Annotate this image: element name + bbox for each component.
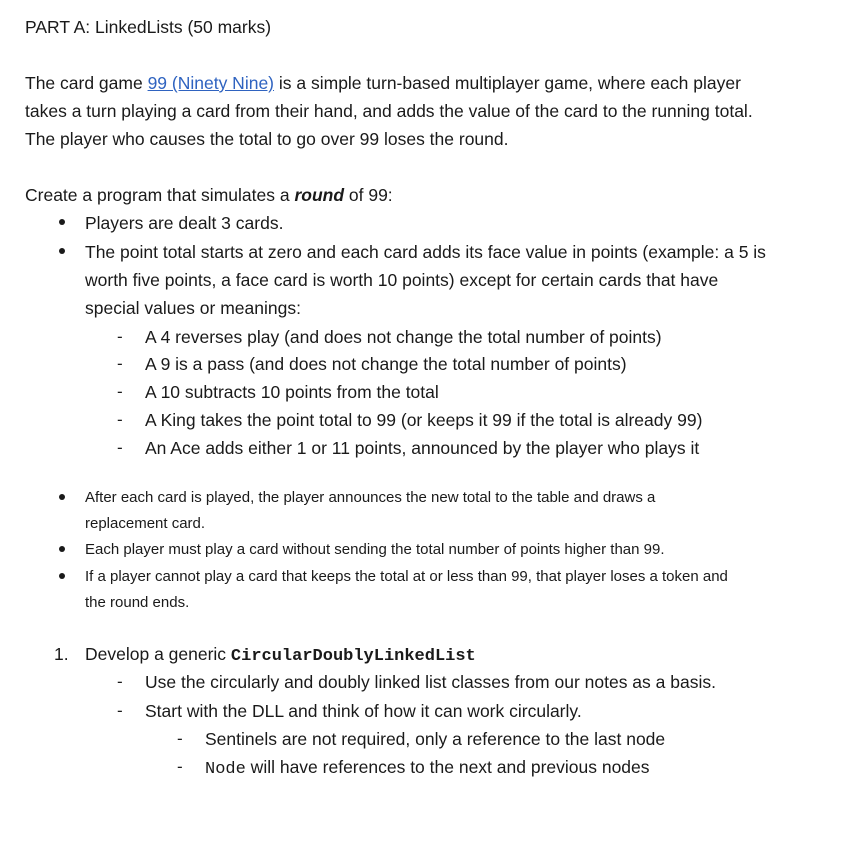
- bullet-dealt-cards: Players are dealt 3 cards.: [85, 213, 284, 233]
- section-heading-text: PART A: LinkedLists (50 marks): [25, 17, 272, 37]
- intro-line-3: The player who causes the total to go over 99 loses the round.: [25, 129, 509, 149]
- dash-marker: -: [117, 410, 123, 429]
- dash-marker: -: [117, 701, 123, 720]
- task-1-sub-dll: Start with the DLL and think of how it can work circularly.: [145, 701, 582, 721]
- special-card-10: A 10 subtracts 10 points from the total: [145, 382, 439, 402]
- task-1-sub-node: [205, 756, 650, 781]
- special-card-ace: An Ace adds either 1 or 11 points, announced by the player who plays it: [145, 438, 700, 458]
- dash-marker: -: [117, 327, 123, 346]
- bullet-point-total-line-3: special values or meanings:: [85, 298, 301, 318]
- task-1-sub-sentinels: Sentinels are not required, only a reference to the last node: [205, 729, 666, 749]
- intro-text-post: is a simple turn-based multiplayer game, where each player: [274, 73, 741, 93]
- special-card-4: A 4 reverses play (and does not change the total number of points): [145, 327, 662, 347]
- dash-marker: -: [117, 438, 123, 457]
- node-text-rest: will have references to the next and previous nodes: [245, 757, 650, 777]
- small-bullet-after-card-line-2: replacement card.: [85, 515, 206, 532]
- dash-marker: -: [117, 672, 123, 691]
- dash-marker: -: [117, 382, 123, 401]
- create-text-post: of 99:: [344, 185, 393, 205]
- intro-line-2: takes a turn playing a card from their hand, and adds the value of the card to the running total.: [25, 101, 753, 121]
- small-bullet-after-card-line-1: After each card is played, the player announces the new total to the table and draws a: [85, 489, 656, 506]
- ninety-nine-link[interactable]: 99 (Ninety Nine): [147, 73, 275, 93]
- task-number: 1.: [54, 644, 69, 664]
- small-bullet-cannot-play-line-1: If a player cannot play a card that keeps the total at or less than 99, that player loses a token and: [85, 568, 728, 585]
- dash-marker: -: [177, 729, 183, 748]
- bullet-icon: [59, 546, 65, 552]
- bullet-icon: [59, 494, 65, 500]
- round-emphasis: round: [294, 185, 345, 205]
- intro-text-pre: The card game: [25, 73, 148, 93]
- bullet-icon: [59, 573, 65, 579]
- bullet-icon: [59, 219, 65, 225]
- task-1-text-pre: Develop a generic: [85, 644, 231, 664]
- create-text-pre: Create a program that simulates a: [25, 185, 295, 205]
- dash-marker: -: [177, 757, 183, 776]
- task-1-title: [85, 643, 476, 668]
- special-card-king: A King takes the point total to 99 (or keeps it 99 if the total is already 99): [145, 410, 703, 430]
- create-program-line: [25, 184, 393, 206]
- class-name-code: CircularDoublyLinkedList: [230, 647, 476, 666]
- intro-line-1: [25, 72, 741, 94]
- special-card-9: A 9 is a pass (and does not change the total number of points): [145, 354, 627, 374]
- bullet-icon: [59, 248, 65, 254]
- section-heading: [25, 16, 271, 38]
- bullet-point-total-line-2: worth five points, a face card is worth 10 points) except for certain cards that have: [85, 270, 719, 290]
- small-bullet-cannot-play-line-2: the round ends.: [85, 594, 190, 611]
- dash-marker: -: [117, 354, 123, 373]
- bullet-point-total-line-1: The point total starts at zero and each card adds its face value in points (example: a 5 is: [85, 242, 766, 262]
- small-bullet-each-player: Each player must play a card without sending the total number of points higher than 99.: [85, 541, 665, 558]
- node-code: Node: [205, 760, 246, 779]
- task-1-sub-notes: Use the circularly and doubly linked list classes from our notes as a basis.: [145, 672, 716, 692]
